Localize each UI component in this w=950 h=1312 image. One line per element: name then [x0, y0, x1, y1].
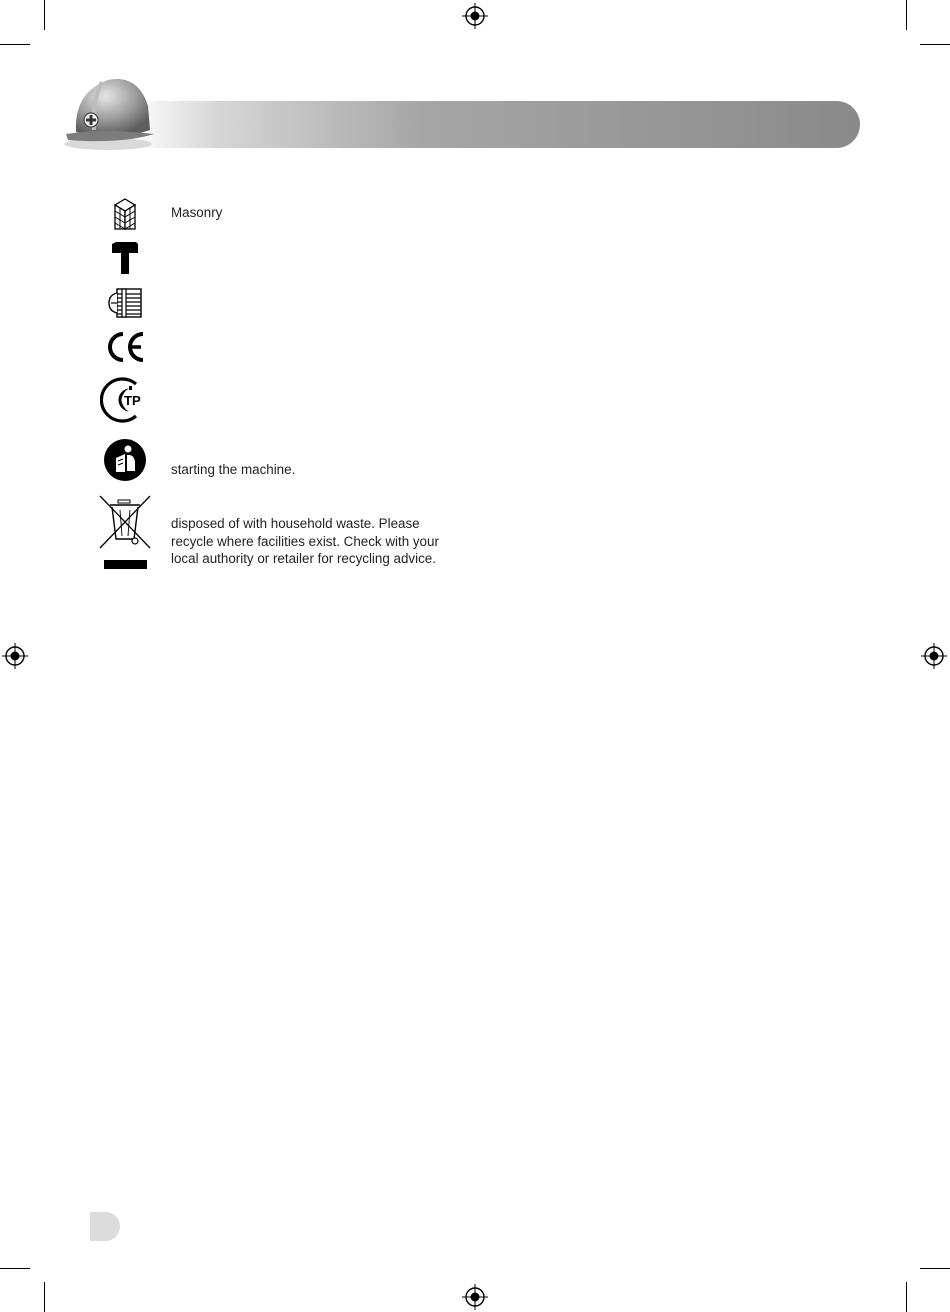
motor-icon [107, 286, 143, 320]
crop-mark-top-right-h [920, 44, 950, 45]
registration-mark-left-icon [2, 643, 28, 669]
svg-text:TP: TP [124, 393, 141, 408]
ce-mark-icon [104, 330, 146, 364]
crop-mark-top-right-v [906, 0, 907, 30]
symbol-text: disposed of with household waste. Please recycle where facilities exist. Check with your local authority or retailer for recycling advice. [171, 516, 439, 566]
gost-certification-icon [100, 376, 152, 424]
registration-mark-right-icon [921, 643, 947, 669]
page-number-tab [90, 1212, 120, 1241]
registration-mark-bottom-icon [462, 1284, 488, 1310]
crop-mark-bottom-right-h [920, 1268, 950, 1269]
registration-mark-top-icon [462, 3, 488, 29]
section-header-bar [130, 101, 860, 148]
weee-bin-icon [97, 494, 153, 570]
crop-mark-bottom-left-h [0, 1268, 30, 1269]
crop-mark-top-left-v [44, 0, 45, 30]
crop-mark-bottom-left-v [44, 1282, 45, 1312]
safety-helmet-icon [62, 70, 162, 152]
symbol-text: starting the machine. [171, 462, 296, 477]
crop-mark-bottom-right-v [906, 1282, 907, 1312]
masonry-icon [113, 197, 137, 231]
symbol-text: Masonry [171, 205, 223, 220]
read-manual-icon [103, 438, 147, 482]
hammer-icon [110, 241, 140, 275]
crop-mark-top-left-h [0, 44, 30, 45]
